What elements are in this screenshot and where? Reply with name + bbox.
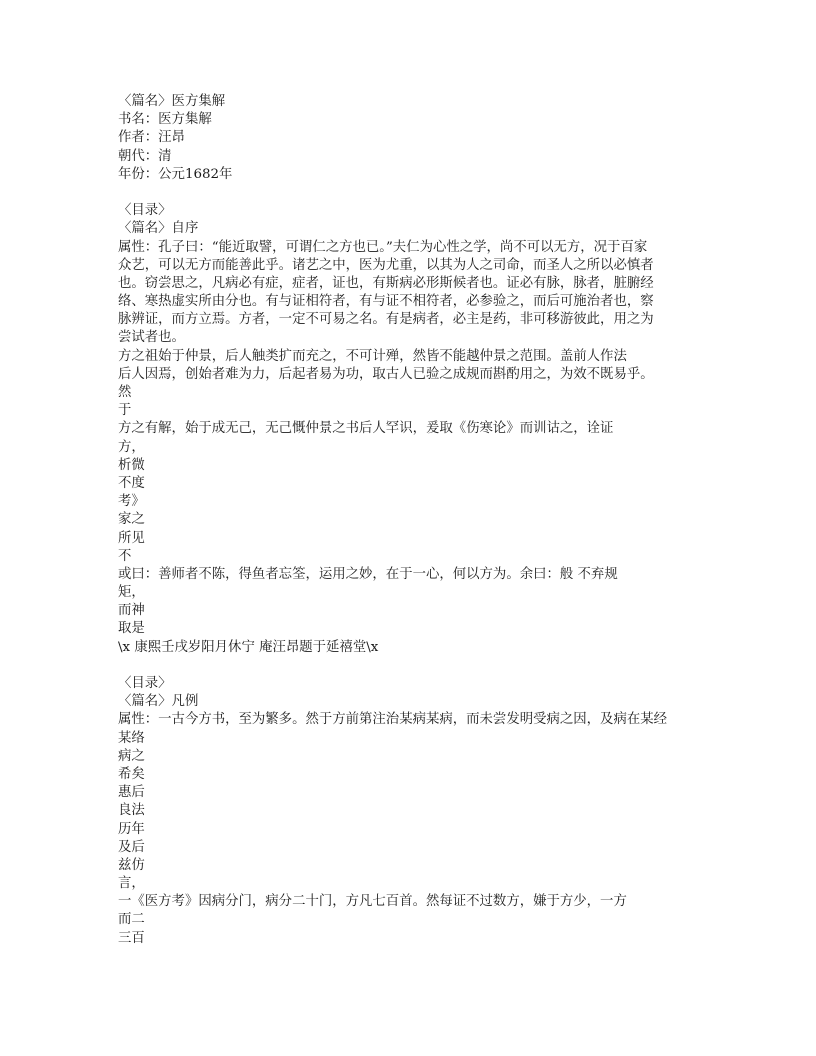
- text-line: 也。窃尝思之，凡病必有症，症者，证也，有斯病必形斯候者也。证必有脉，脉者，脏腑经: [118, 275, 654, 291]
- toc-marker: 〈目录〉: [118, 203, 172, 219]
- text-line: 不度: [118, 475, 145, 491]
- text-line: 属性：孔子曰：“能近取譬，可谓仁之方也已。”夫仁为心性之学，尚不可以无方，况于百家: [118, 239, 648, 255]
- author: 作者：汪昂: [118, 130, 185, 146]
- chapter-title: 〈篇名〉医方集解: [118, 94, 226, 109]
- text-line: 于: [118, 403, 132, 419]
- year: 年份：公元1682年: [118, 166, 233, 182]
- text-line: 属性：一古今方书，至为繁多。然于方前第注治某病某病，而未尝发明受病之因，及病在某经: [118, 712, 668, 728]
- text-line: 方之有解，始于成无己，无己慨仲景之书后人罕识，爰取《伤寒论》而训诂之，诠证: [118, 421, 614, 437]
- text-line: 矩，: [118, 585, 145, 601]
- spacer: [118, 184, 718, 202]
- text-line: 历年: [118, 821, 145, 837]
- document-page: [118, 93, 718, 948]
- text-line: 方之祖始于仲景，后人触类扩而充之，不可计殚，然皆不能越仲景之范围。盖前人作法: [118, 348, 627, 364]
- dynasty: 朝代：清: [118, 148, 172, 164]
- text-line: 良法: [118, 803, 145, 819]
- text-line: 而神: [118, 603, 145, 619]
- text-line: 言，: [118, 876, 145, 892]
- text-line: 兹仿: [118, 857, 145, 873]
- spacer: [118, 657, 718, 675]
- section-title-examples: 〈篇名〉凡例: [118, 694, 199, 710]
- text-line: 取是: [118, 621, 145, 637]
- signature-line: \x 康熙壬戌岁阳月休宁 庵汪昂题于延禧堂\x: [118, 639, 379, 655]
- text-line: 一《医方考》因病分门，病分二十门，方凡七百首。然每证不过数方，嫌于方少，一方: [118, 894, 627, 910]
- text-line: 及后: [118, 839, 145, 855]
- text-line: 病之: [118, 748, 145, 764]
- text-line: 某络: [118, 730, 145, 746]
- text-line: 然: [118, 385, 132, 400]
- text-line: 方，: [118, 439, 145, 455]
- toc-marker: 〈目录〉: [118, 676, 172, 691]
- text-line: 析微: [118, 457, 145, 473]
- book-name: 书名：医方集解: [118, 112, 212, 128]
- text-line: 不: [118, 548, 132, 564]
- text-line: 家之: [118, 512, 145, 528]
- text-line: 络、寒热虚实所由分也。有与证相符者，有与证不相符者，必参验之，而后可施治者也，察: [118, 294, 654, 310]
- text-line: 所见: [118, 530, 145, 546]
- text-line: 脉辨证，而方立焉。方者，一定不可易之名。有是病者，必主是药，非可移游彼此，用之为: [118, 312, 654, 328]
- text-line: 众艺，可以无方而能善此乎。诸艺之中，医为尤重，以其为人之司命，而圣人之所以必慎者: [118, 257, 654, 273]
- text-line: 后人因焉，创始者难为力，后起者易为功，取古人已验之成规而斟酌用之，为效不既易乎。: [118, 366, 654, 382]
- text-line: 尝试者也。: [118, 330, 185, 346]
- text-line: 惠后: [118, 785, 145, 801]
- section-title-preface: 〈篇名〉自序: [118, 221, 199, 237]
- text-line: 考》: [118, 494, 145, 510]
- text-line: 或曰：善师者不陈，得鱼者忘筌，运用之妙，在于一心，何以方为。余曰：般 不弃规: [118, 566, 618, 582]
- text-line: 希矣: [118, 766, 145, 782]
- text-line: 三百: [118, 930, 145, 946]
- text-line: 而二: [118, 912, 145, 928]
